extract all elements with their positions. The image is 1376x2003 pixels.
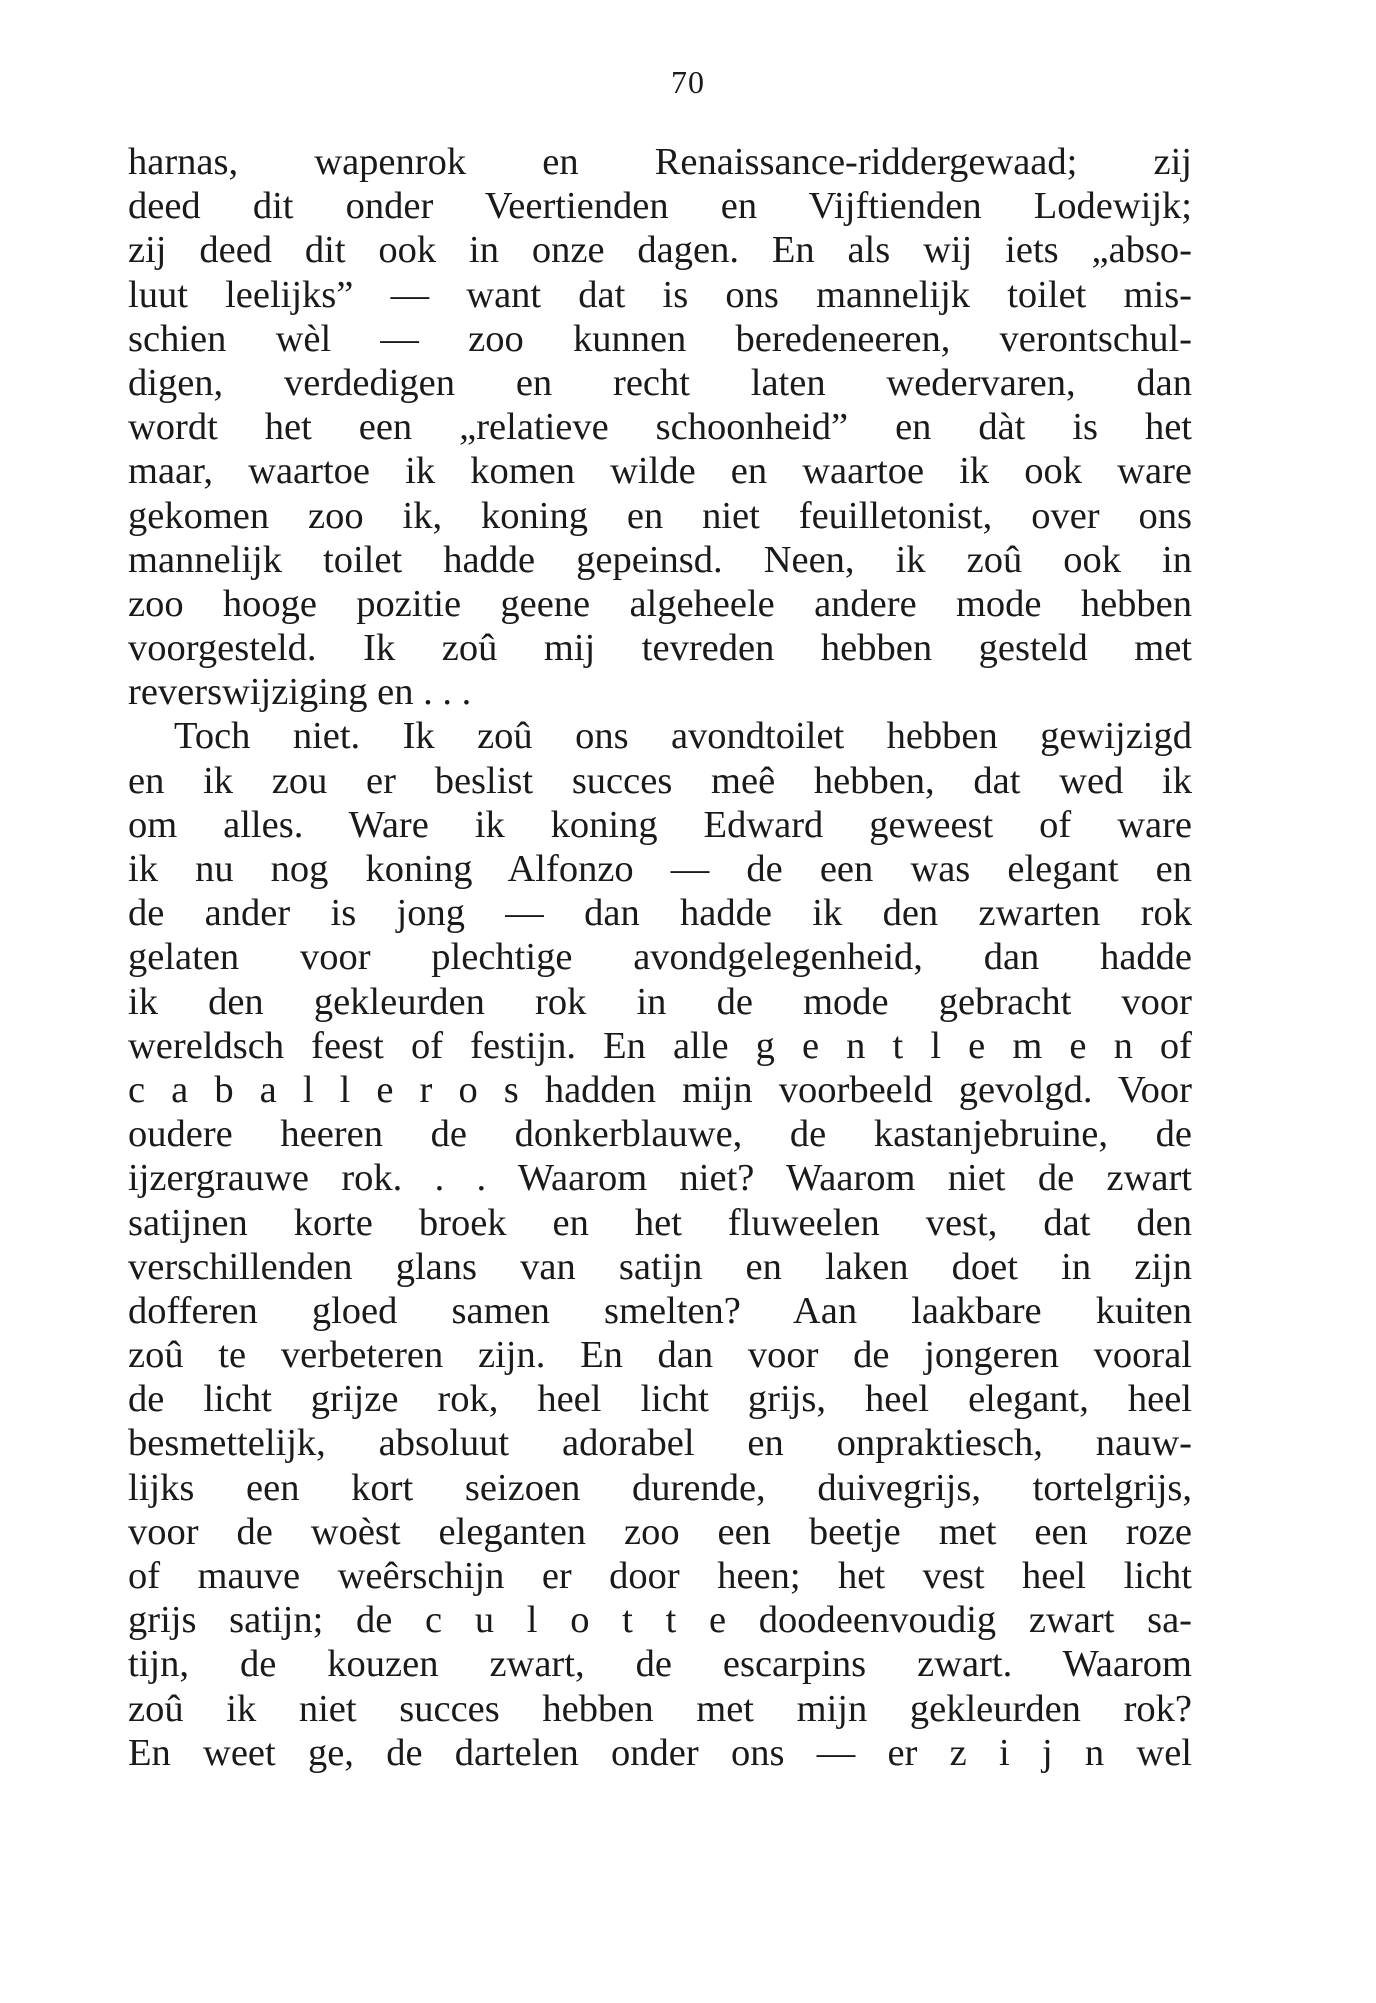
text-line: zoû te verbeteren zijn. En dan voor de jongeren vooral: [128, 1334, 1192, 1377]
text-line: luut leelijks” — want dat is ons mannelijk toilet mis-: [128, 273, 1192, 316]
text-line: c a b a l l e r o s hadden mijn voorbeeld gevolgd. Voor: [128, 1068, 1192, 1111]
text-line: zij deed dit ook in onze dagen. En als wij iets „abso-: [128, 229, 1192, 272]
text-line: de licht grijze rok, heel licht grijs, heel elegant, heel: [128, 1378, 1192, 1421]
text-line: mannelijk toilet hadde gepeinsd. Neen, ik zoû ook in: [128, 538, 1192, 581]
text-line: tijn, de kouzen zwart, de escarpins zwart. Waarom: [128, 1643, 1192, 1686]
text-line: zoo hooge pozitie geene algeheele andere mode hebben: [128, 582, 1192, 625]
text-line: dofferen gloed samen smelten? Aan laakbare kuiten: [128, 1289, 1192, 1332]
text-line: gekomen zoo ik, koning en niet feuilletonist, over ons: [128, 494, 1192, 537]
page-number: 70: [671, 64, 705, 100]
text-line: en ik zou er beslist succes meê hebben, dat wed ik: [128, 759, 1192, 802]
text-line: harnas, wapenrok en Renaissance-riddergewaad; zij: [128, 141, 1192, 183]
text-line: wereldsch feest of festijn. En alle g e n t l e m e n of: [128, 1024, 1192, 1067]
text-line: schien wèl — zoo kunnen beredeneeren, verontschul-: [128, 317, 1192, 360]
text-line: deed dit onder Veertienden en Vijftienden Lodewijk;: [128, 185, 1192, 228]
text-line: voor de woèst eleganten zoo een beetje met een roze: [128, 1510, 1192, 1553]
text-line: gelaten voor plechtige avondgelegenheid, dan hadde: [128, 936, 1192, 979]
text-line: satijnen korte broek en het fluweelen vest, dat den: [128, 1201, 1192, 1244]
text-line: ijzergrauwe rok. . . Waarom niet? Waarom niet de zwart: [128, 1157, 1192, 1200]
text-line: reverswijziging en . . .: [128, 671, 472, 714]
text-line: En weet ge, de dartelen onder ons — er z i j n wel: [128, 1731, 1192, 1774]
text-line: ik nu nog koning Alfonzo — de een was elegant en: [128, 848, 1192, 890]
text-line: digen, verdedigen en recht laten wedervaren, dan: [128, 361, 1192, 404]
text-line: om alles. Ware ik koning Edward geweest of ware: [128, 803, 1192, 846]
text-line: zoû ik niet succes hebben met mijn gekleurden rok?: [128, 1687, 1192, 1730]
body-text: [128, 140, 1192, 1775]
text-line: oudere heeren de donkerblauwe, de kastanjebruine, de: [128, 1113, 1192, 1156]
text-line: ik den gekleurden rok in de mode gebracht voor: [128, 980, 1192, 1023]
text-line: de ander is jong — dan hadde ik den zwarten rok: [128, 892, 1192, 935]
text-line: verschillenden glans van satijn en laken doet in zijn: [128, 1245, 1192, 1288]
text-line: lijks een kort seizoen durende, duivegrijs, tortelgrijs,: [128, 1466, 1192, 1509]
text-line: besmettelijk, absoluut adorabel en onpraktiesch, nauw-: [128, 1422, 1192, 1465]
text-line: Toch niet. Ik zoû ons avondtoilet hebben gewijzigd: [174, 715, 1192, 758]
text-line: maar, waartoe ik komen wilde en waartoe ik ook ware: [128, 450, 1192, 493]
text-line: wordt het een „relatieve schoonheid” en dàt is het: [128, 406, 1192, 449]
text-line: voorgesteld. Ik zoû mij tevreden hebben gesteld met: [128, 627, 1192, 670]
text-line: grijs satijn; de c u l o t t e doodeenvoudig zwart sa-: [128, 1599, 1192, 1642]
text-line: of mauve weêrschijn er door heen; het vest heel licht: [128, 1555, 1192, 1597]
